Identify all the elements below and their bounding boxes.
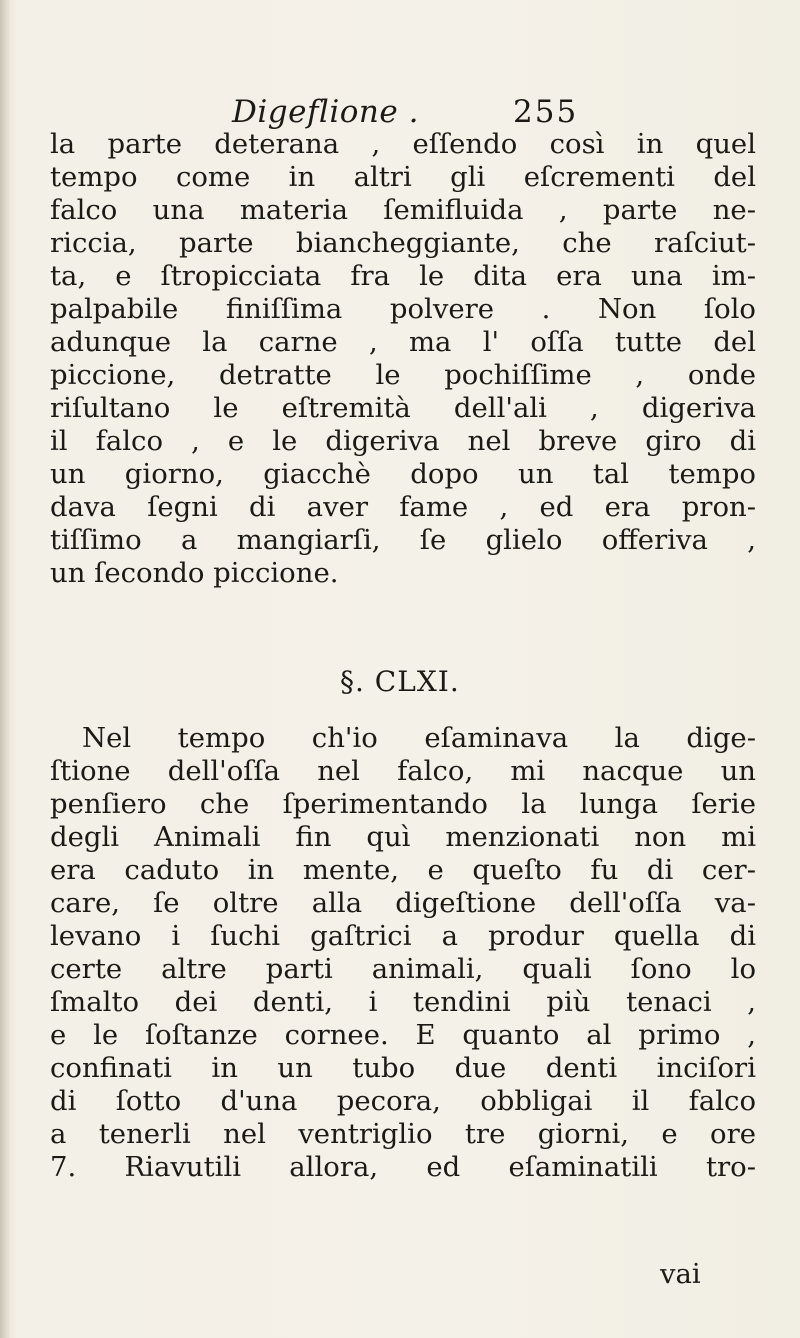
text-line: confinati in un tubo due denti inciſori	[50, 1052, 756, 1084]
catchword: vai	[660, 1258, 701, 1290]
page-number: 255	[513, 94, 579, 130]
text-line: dava ſegni di aver fame , ed era pron-	[50, 491, 756, 523]
text-line: levano i ſuchi gaſtrici a produr quella di	[50, 920, 756, 952]
text-line: adunque la carne , ma l' oſſa tutte del	[50, 326, 756, 358]
text-line: era caduto in mente, e queſto fu di cer-	[50, 854, 756, 886]
text-line: un ſecondo piccione.	[50, 557, 339, 589]
text-line: 7. Riavutili allora, ed eſaminatili tro-	[50, 1151, 756, 1183]
text-line: tempo come in altri gli eſcrementi del	[50, 161, 756, 193]
text-line: certe altre parti animali, quali ſono lo	[50, 953, 756, 985]
text-line: di ſotto d'una pecora, obbligai il falco	[50, 1085, 756, 1117]
text-line: palpabile finiſſima polvere . Non ſolo	[50, 293, 756, 325]
text-line: a tenerli nel ventriglio tre giorni, e ore	[50, 1118, 756, 1150]
text-line: falco una materia ſemifluida , parte ne-	[50, 194, 756, 226]
text-line: ſmalto dei denti, i tendini più tenaci ,	[50, 986, 756, 1018]
text-line: tiſſimo a mangiarſi, ſe glielo offeriva ,	[50, 524, 756, 556]
running-head-title: Digeflione .	[232, 94, 419, 130]
section-heading: §. CLXI.	[340, 665, 460, 698]
text-line: riſultano le eſtremità dell'ali , digeriva	[50, 392, 756, 424]
text-line: piccione, detratte le pochiſſime , onde	[50, 359, 756, 391]
text-line: riccia, parte biancheggiante, che raſciut-	[50, 227, 756, 259]
text-line: penſiero che ſperimentando la lunga ſerie	[50, 788, 756, 820]
text-line: un giorno, giacchè dopo un tal tempo	[50, 458, 756, 490]
text-line: ſtione dell'oſſa nel falco, mi nacque un	[50, 755, 756, 787]
text-line: degli Animali fin quì menzionati non mi	[50, 821, 756, 853]
text-line: Nel tempo ch'io eſaminava la dige-	[82, 722, 756, 754]
paragraph-continued	[50, 128, 756, 590]
text-line: e le ſoſtanze cornee. E quanto al primo ,	[50, 1019, 756, 1051]
paragraph-section-clxi	[50, 722, 756, 1184]
text-line: ta, e ſtropicciata fra le dita era una im-	[50, 260, 756, 292]
text-line: la parte deterana , eſſendo così in quel	[50, 128, 756, 160]
page-binding-edge	[0, 0, 10, 1338]
text-line: il falco , e le digeriva nel breve giro di	[50, 425, 756, 457]
text-line: care, ſe oltre alla digeſtione dell'oſſa va-	[50, 887, 756, 919]
